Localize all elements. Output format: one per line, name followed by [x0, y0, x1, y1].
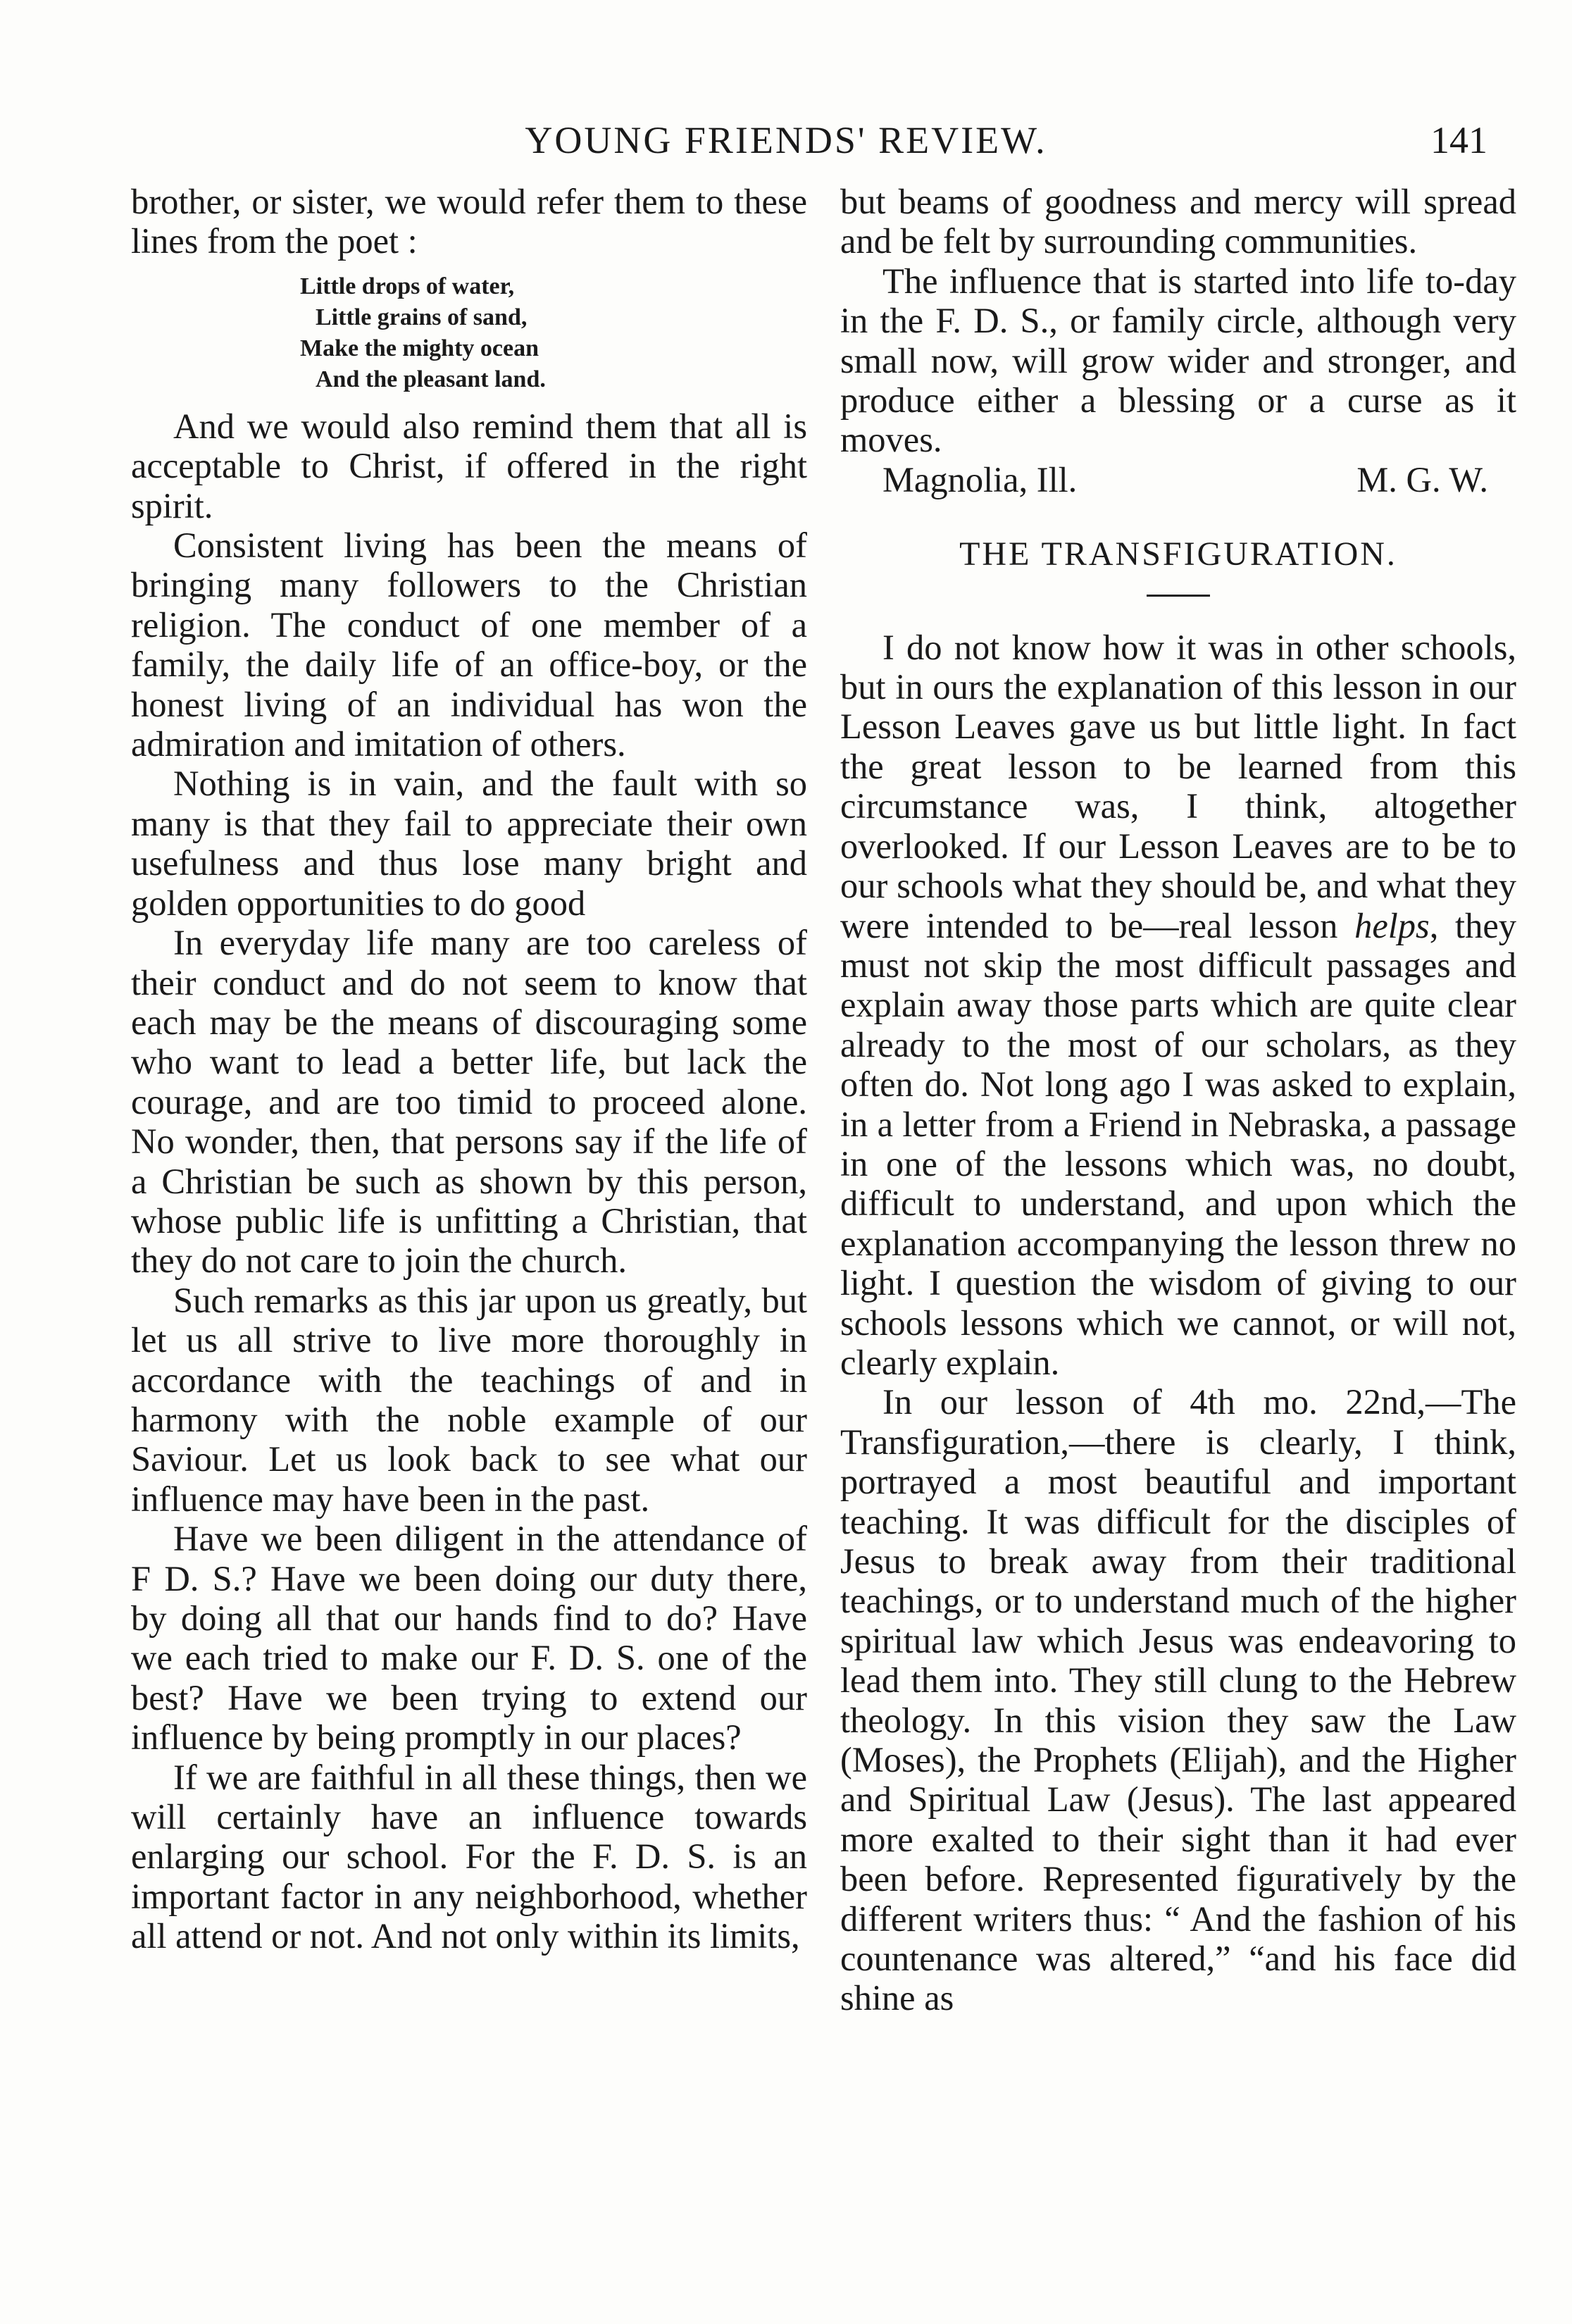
signature-place: Magnolia, Ill. — [882, 459, 1078, 499]
poem-line: Little drops of water, — [300, 273, 515, 299]
paragraph: In our lesson of 4th mo. 22nd,—The Transfiguration,—there is clearly, I think, portrayed a most beautiful and important teaching. It was difficult for the disciples of Jesus to break away from their traditional teachings, or to understand much of the higher spiritual law which Jesus was endeavoring to lead them into. They still clung to the Hebrew theology. In this vision they saw the Law (Moses), the Prophets (Elijah), and the Higher and Spiritual Law (Jesus). The last appeared more exalted to their sight than it had ever been before. Represented figuratively by the different writers thus: “ And the fashion of his countenance was altered,” “and his face did shine as — [840, 1382, 1516, 2018]
paragraph: In everyday life many are too careless of their conduct and do not seem to know that each may be the means of discouraging some who want to lead a better life, but lack the courage, and are too timid to proceed alone. No wonder, then, that persons say if the life of a Christian be such as shown by this person, whose public life is unfitting a Christian, that they do not care to join the church. — [131, 923, 807, 1281]
title-divider — [1147, 595, 1210, 597]
paragraph: Consistent living has been the means of bringing many followers to the Christian religion. The conduct of one member of a family, the daily life of an office-boy, or the honest living of an individual has won the admiration and imitation of others. — [131, 526, 807, 764]
signature-line — [840, 460, 1516, 499]
paragraph: And we would also remind them that all is acceptable to Christ, if offered in the right spirit. — [131, 406, 807, 526]
paragraph: brother, or sister, we would refer them to these lines from the poet : — [131, 182, 807, 261]
paragraph: If we are faithful in all these things, then we will certainly have an influence towards enlarging our school. For the F. D. S. is an important factor in any neighborhood, whether all attend or not. And not only within its limits, — [131, 1757, 807, 1956]
paragraph: Such remarks as this jar upon us greatly, but let us all strive to live more thoroughly in accordance with the teachings of and in harmony with the noble example of our Saviour. Let us look back to see what our influence may have been in the past. — [131, 1280, 807, 1519]
right-column — [840, 182, 1516, 2018]
paragraph-text: I do not know how it was in other schools, but in ours the explanation of this lesson in our Lesson Leaves gave us but little light. In fact the great lesson to be learned from this circumstance was, I think, altogether overlooked. If our Lesson Leaves are to be to our schools what they should be, and what they were intended to be—real lesson — [840, 627, 1516, 945]
italic-word: helps — [1354, 905, 1430, 945]
page-number: 141 — [1430, 119, 1487, 161]
running-title: YOUNG FRIENDS' REVIEW. — [525, 119, 1047, 161]
signature-initials: M. G. W. — [1356, 459, 1488, 499]
paragraph: but beams of goodness and mercy will spread and be felt by surrounding communities. — [840, 182, 1516, 261]
poem-line: Make the mighty ocean — [300, 335, 539, 361]
poem-quote — [300, 271, 807, 395]
paragraph-text: , they must not skip the most difficult passages and explain away those parts which are quite clear already to the most of our scholars, as they often do. Not long ago I was asked to explain, in a letter from a Friend in Nebraska, a passage in one of the lessons which was, no doubt, difficult to understand, and upon which the explanation accompanying the lesson threw no light. I question the wisdom of giving to our schools lessons which we cannot, or will not, clearly explain. — [840, 905, 1516, 1382]
left-column — [131, 182, 807, 1956]
paragraph: The influence that is started into life to-day in the F. D. S., or family circle, although very small now, will grow wider and stronger, and produce either a blessing or a curse as it moves. — [840, 261, 1516, 460]
paragraph: Nothing is in vain, and the fault with so many is that they fail to appreciate their own usefulness and thus lose many bright and golden opportunities to do good — [131, 764, 807, 923]
article-title: THE TRANSFIGURATION. — [959, 535, 1397, 573]
poem-line: Little grains of sand, — [316, 304, 528, 330]
paragraph: Have we been diligent in the attendance of F D. S.? Have we been doing our duty there, by doing all that our hands find to do? Have we each tried to make our F. D. S. one of the best? Have we been trying to extend our influence by being promptly in our places? — [131, 1519, 807, 1758]
page-header — [0, 118, 1572, 175]
paragraph — [840, 628, 1516, 1383]
poem-line: And the pleasant land. — [316, 366, 546, 392]
